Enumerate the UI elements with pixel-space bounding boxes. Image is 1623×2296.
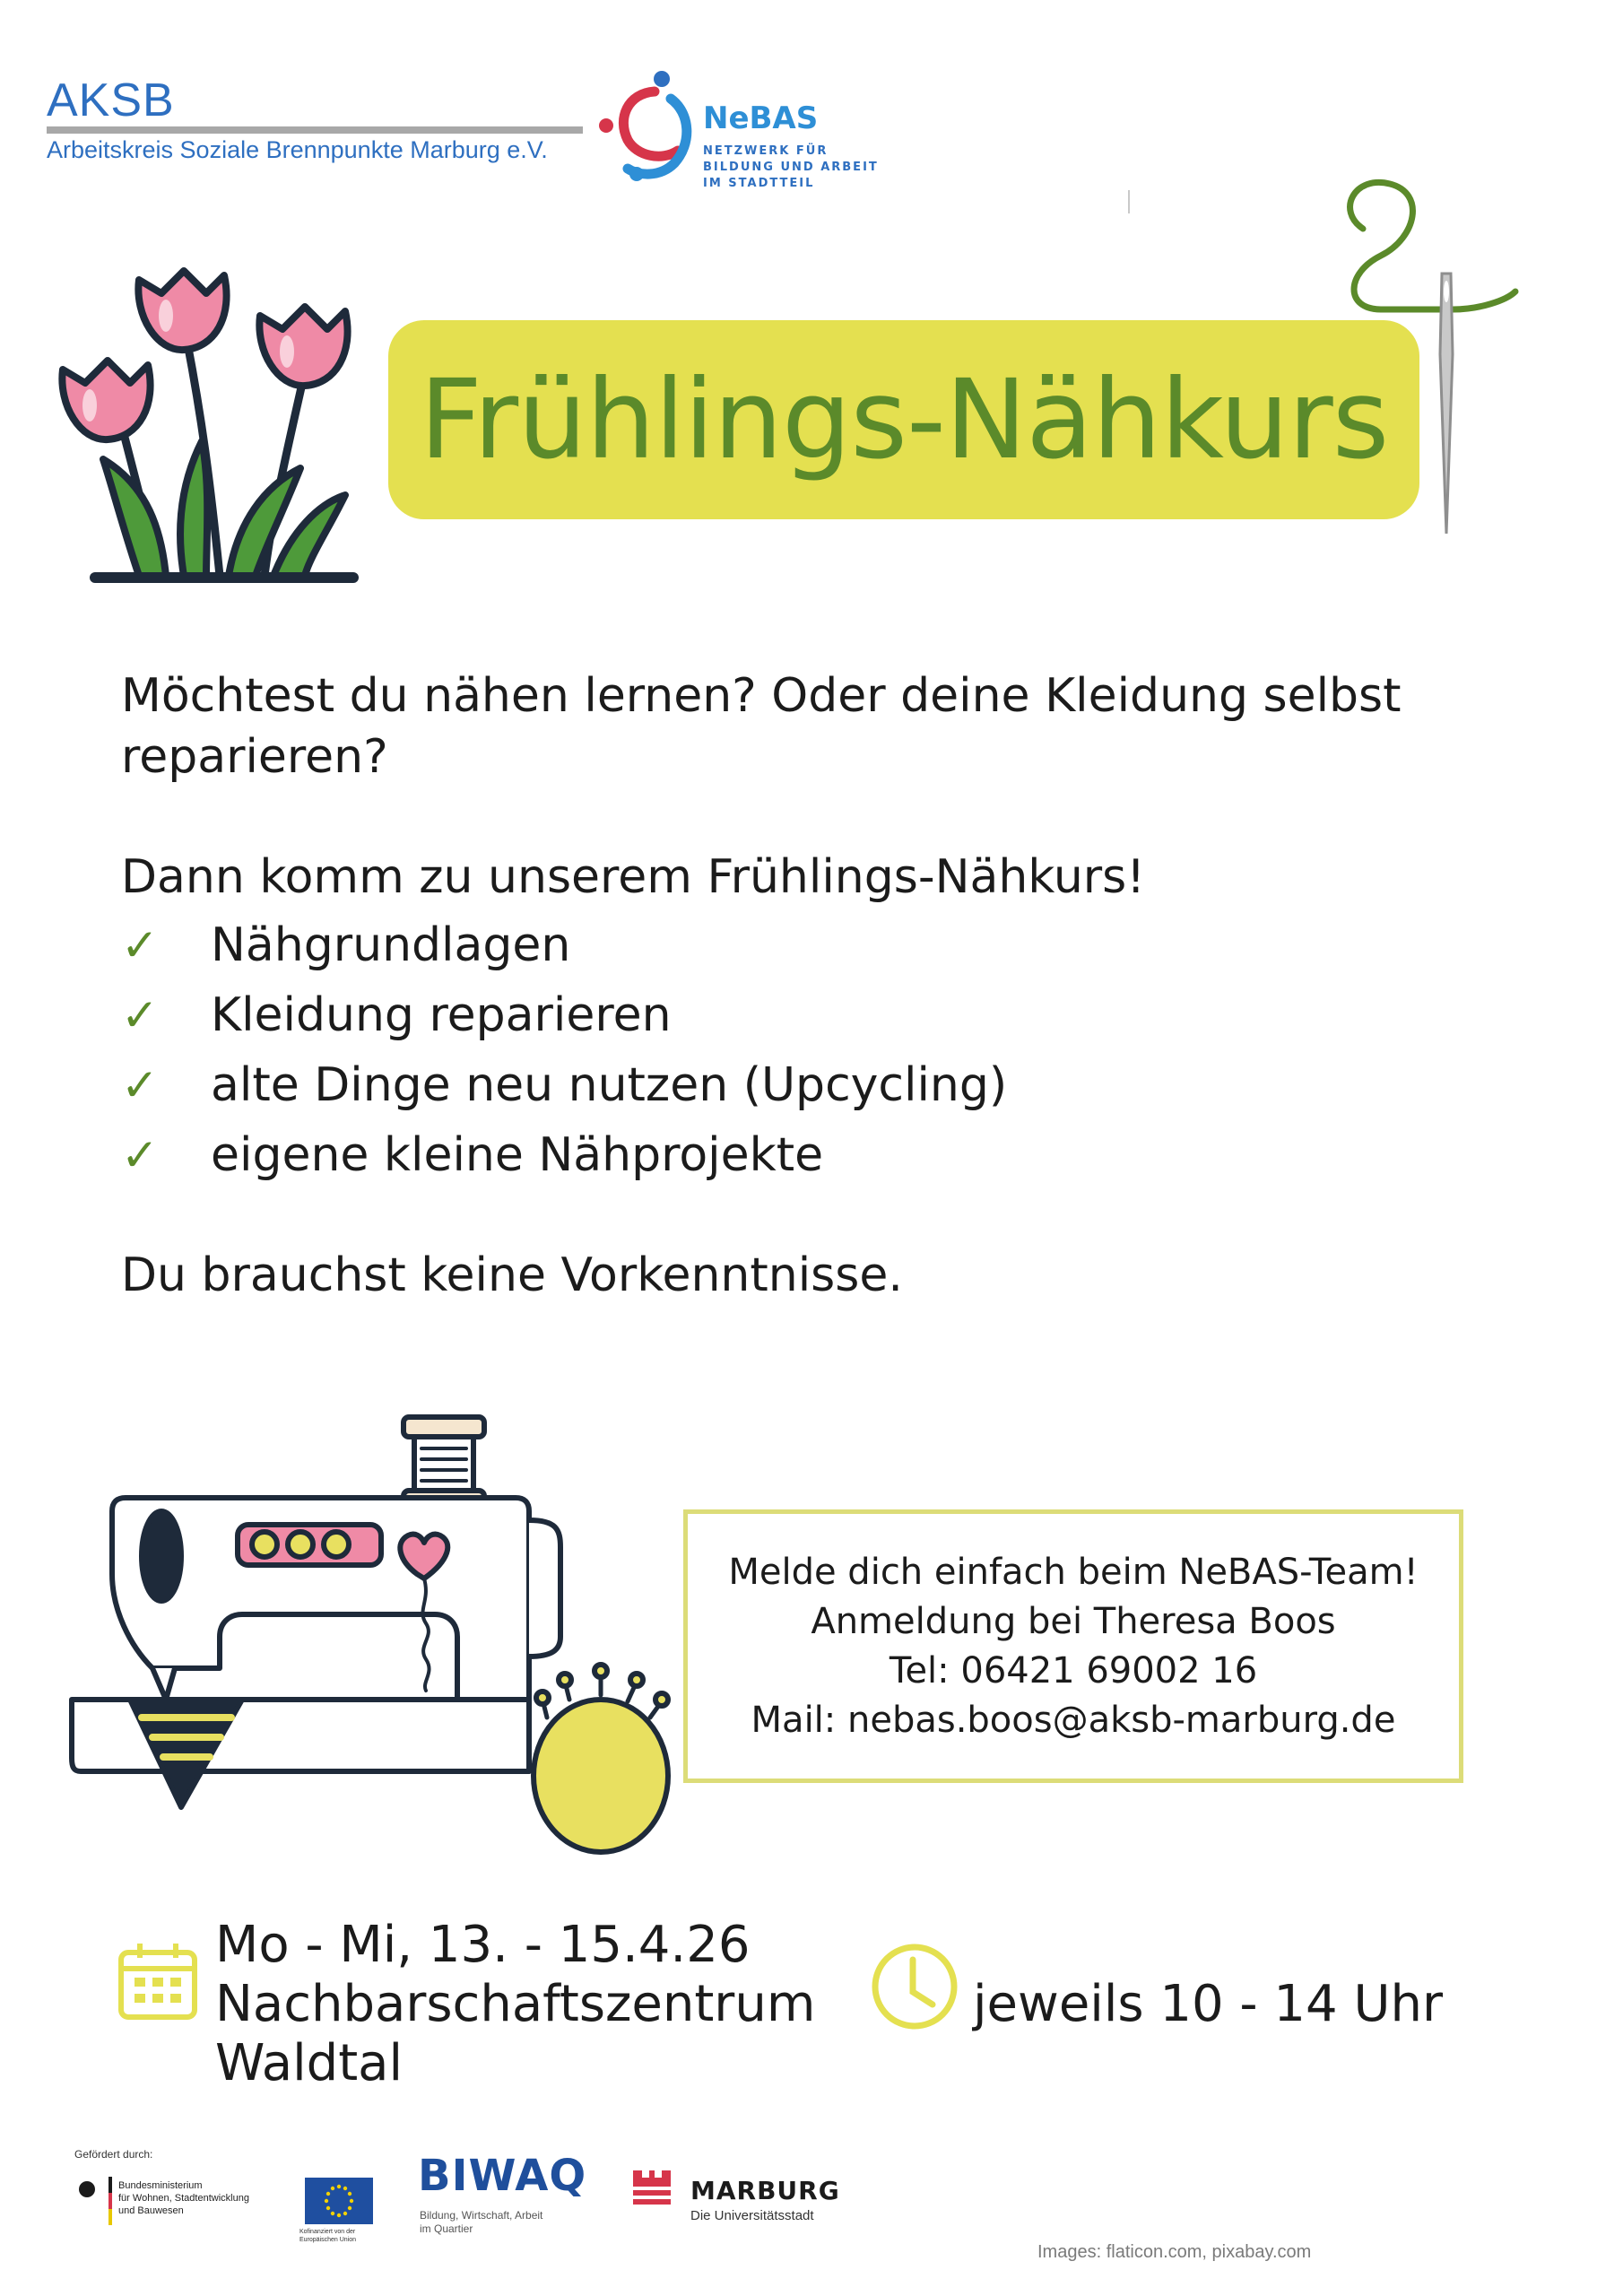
- nebas-logo-name: NeBAS: [703, 100, 819, 136]
- biwaq-logo-subtitle: [420, 2209, 542, 2236]
- divider-mark: [1128, 190, 1130, 213]
- checkmark-icon: ✓: [121, 989, 159, 1041]
- list-item-text: Nähgrundlagen: [211, 918, 571, 972]
- nebas-subtitle-line: IM STADTTEIL: [703, 177, 815, 190]
- eu-flag-icon: [305, 2178, 373, 2224]
- clock-icon: [870, 1942, 959, 2031]
- list-item: [121, 1120, 1007, 1190]
- contact-box: [683, 1509, 1463, 1783]
- nebas-logo-subtitle: [703, 144, 879, 192]
- checkmark-icon: ✓: [121, 1059, 159, 1111]
- biwaq-line: Bildung, Wirtschaft, Arbeit: [420, 2209, 543, 2222]
- funded-by-label: Gefördert durch:: [74, 2148, 153, 2161]
- title-banner: [388, 320, 1419, 519]
- nebas-subtitle-line: NETZWERK FÜR: [703, 144, 829, 158]
- needle-thread-icon: [1327, 175, 1520, 543]
- event-location: Nachbarschaftszentrum: [215, 1975, 816, 2033]
- biwaq-logo: BIWAQ: [418, 2151, 587, 2201]
- biwaq-line: im Quartier: [420, 2222, 473, 2235]
- list-item: [121, 910, 1007, 980]
- ministry-line: und Bauwesen: [118, 2205, 184, 2216]
- tulips-icon: [49, 253, 386, 594]
- aksb-logo-name: AKSB: [47, 74, 175, 126]
- intro-note: Du brauchst keine Vorkenntnisse.: [121, 1248, 903, 1302]
- eu-line: Kofinanziert von der: [299, 2229, 356, 2235]
- intro-invite: Dann komm zu unserem Frühlings-Nähkurs!: [121, 850, 1146, 904]
- nebas-subtitle-line: BILDUNG UND ARBEIT: [703, 161, 879, 174]
- eu-logo-text: [299, 2228, 389, 2244]
- ministry-line: Bundesministerium: [118, 2180, 203, 2191]
- event-date: Mo - Mi, 13. - 15.4.26: [215, 1916, 751, 1974]
- checkmark-icon: ✓: [121, 919, 159, 971]
- feature-checklist: [121, 910, 1007, 1190]
- list-item: [121, 1050, 1007, 1120]
- marburg-logo-name: MARBURG: [690, 2176, 840, 2205]
- eu-line: Europäischen Union: [299, 2237, 357, 2243]
- contact-line: Anmeldung bei Theresa Boos: [811, 1600, 1336, 1642]
- list-item-text: Kleidung reparieren: [211, 988, 672, 1042]
- list-item-text: alte Dinge neu nutzen (Upcycling): [211, 1058, 1008, 1112]
- calendar-icon: [117, 1940, 199, 2022]
- image-credits: Images: flaticon.com, pixabay.com: [1037, 2242, 1312, 2262]
- event-location: Waldtal: [215, 2034, 404, 2092]
- contact-line: Melde dich einfach beim NeBAS-Team!: [728, 1551, 1419, 1593]
- list-item: [121, 980, 1007, 1050]
- sewing-machine-icon: [63, 1413, 673, 1861]
- page-title: Frühlings-Nähkurs: [419, 356, 1389, 483]
- checkmark-icon: ✓: [121, 1129, 159, 1181]
- intro-question: Möchtest du nähen lernen? Oder deine Kleidung selbst reparieren?: [121, 669, 1402, 784]
- nebas-logo-icon: [592, 63, 699, 188]
- marburg-logo-icon: [629, 2163, 674, 2208]
- ministry-logo-text: [118, 2179, 249, 2217]
- list-item-text: eigene kleine Nähprojekte: [211, 1128, 824, 1182]
- ministry-line: für Wohnen, Stadtentwicklung: [118, 2193, 249, 2204]
- aksb-logo-subtitle: Arbeitskreis Soziale Brennpunkte Marburg e.V.: [47, 136, 548, 163]
- aksb-logo-rule: [47, 126, 583, 134]
- event-time: jeweils 10 - 14 Uhr: [973, 1975, 1443, 2033]
- contact-phone: Tel: 06421 69002 16: [889, 1649, 1258, 1692]
- contact-email: Mail: nebas.boos@aksb-marburg.de: [751, 1699, 1396, 1741]
- marburg-logo-subtitle: Die Universitätsstadt: [690, 2208, 814, 2223]
